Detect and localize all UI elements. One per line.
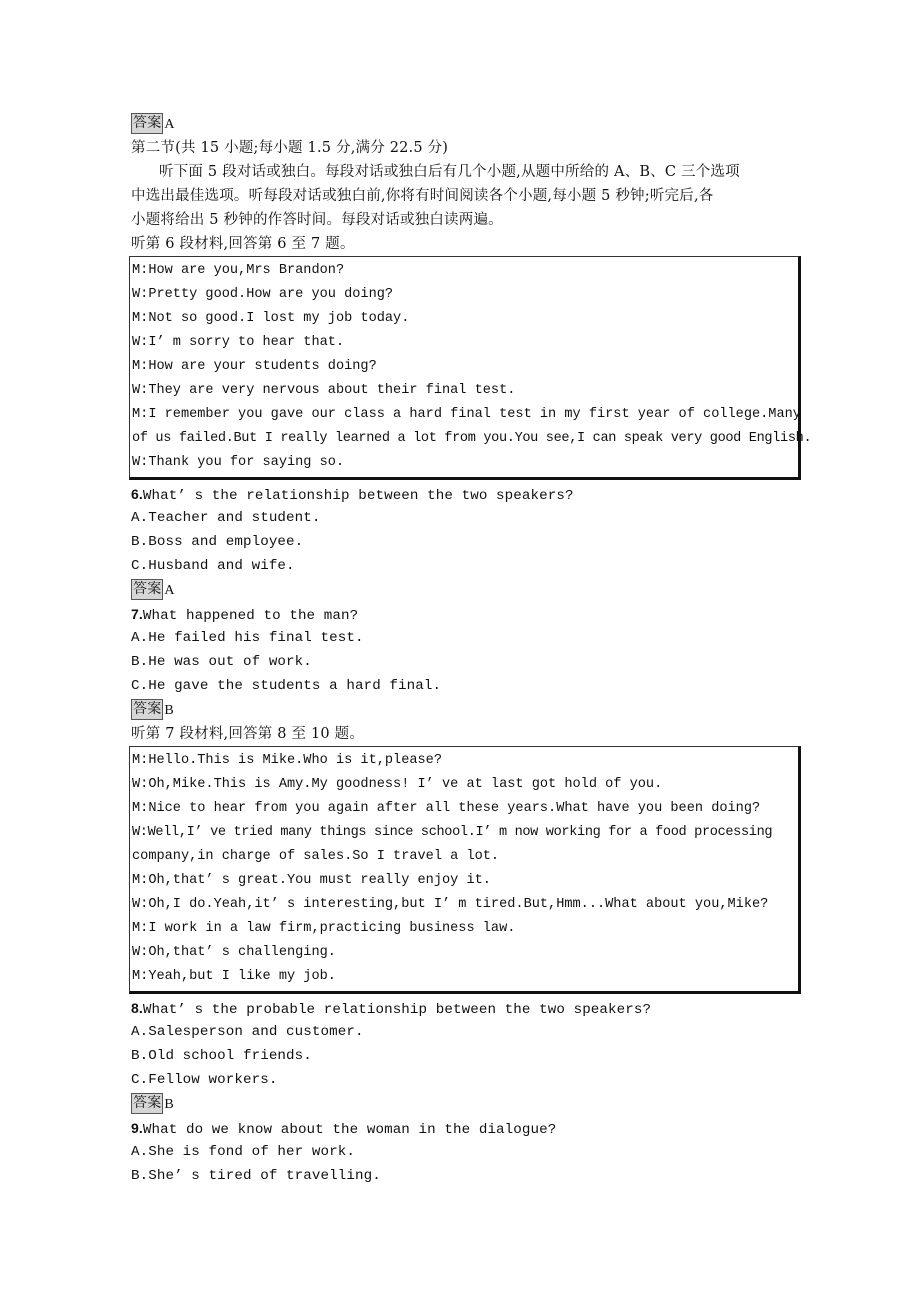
dialog-line: W:I’ m sorry to hear that.: [132, 335, 345, 350]
question-number: 7.: [131, 606, 143, 622]
answer-badge: 答案: [131, 113, 163, 134]
dialog-box-7: [129, 746, 801, 994]
answer-value: B: [164, 703, 174, 718]
answer-value: B: [164, 1097, 174, 1112]
option-b: B.Old school friends.: [131, 1048, 312, 1064]
dialog-line: company,in charge of sales.So I travel a lot.: [132, 849, 500, 864]
answer-value: A: [164, 117, 175, 132]
question-text: What’ s the relationship between the two speakers?: [142, 488, 574, 504]
option-c: C.Husband and wife.: [131, 558, 295, 574]
option-b: B.He was out of work.: [131, 654, 312, 670]
instructions-line-2: 中选出最佳选项。听每段对话或独白前,你将有时间阅读各个小题,每小题 5 秒钟;听完后,各: [131, 188, 714, 204]
dialog-line: M:I remember you gave our class a hard final test in my first year of college.Many: [132, 407, 801, 422]
exam-page: [131, 112, 812, 1188]
material-6-heading: 听第 6 段材料,回答第 6 至 7 题。: [131, 236, 355, 252]
dialog-line: M:Yeah,but I like my job.: [132, 969, 336, 984]
instructions-line-1: 听下面 5 段对话或独白。每段对话或独白后有几个小题,从题中所给的 A、B、C 三个选项: [159, 164, 740, 180]
answer-row-prev: [131, 112, 799, 136]
answer-badge: 答案: [131, 579, 163, 600]
dialog-box-6: [129, 256, 812, 480]
option-b: B.She’ s tired of travelling.: [131, 1168, 381, 1184]
option-a: A.He failed his final test.: [131, 630, 364, 646]
dialog-line: M:How are your students doing?: [132, 359, 377, 374]
question-9: [131, 1116, 799, 1140]
dialog-line: M:Not so good.I lost my job today.: [132, 311, 410, 326]
question-number: 6.: [131, 486, 143, 502]
answer-badge: 答案: [131, 699, 163, 720]
option-a: A.Teacher and student.: [131, 510, 321, 526]
option-a: A.Salesperson and customer.: [131, 1024, 364, 1040]
instructions-line-3: 小题将给出 5 秒钟的作答时间。每段对话或独白读两遍。: [131, 212, 503, 228]
answer-value: A: [164, 583, 175, 598]
question-text: What’ s the probable relationship between the two speakers?: [142, 1002, 652, 1018]
question-8: [131, 996, 799, 1020]
dialog-line: M:How are you,Mrs Brandon?: [132, 263, 345, 278]
dialog-line: M:I work in a law firm,practicing business law.: [132, 921, 516, 936]
dialog-line: W:Oh,that’ s challenging.: [132, 945, 336, 960]
dialog-line: W:Well,I’ ve tried many things since school.I’ m now working for a food processing: [132, 825, 773, 840]
dialog-line: of us failed.But I really learned a lot from you.You see,I can speak very good English.: [132, 431, 812, 446]
dialog-line: W:Oh,Mike.This is Amy.My goodness! I’ ve at last got hold of you.: [132, 777, 663, 792]
section-title: 第二节(共 15 小题;每小题 1.5 分,满分 22.5 分): [131, 140, 449, 156]
dialog-line: M:Hello.This is Mike.Who is it,please?: [132, 753, 442, 768]
question-6: [131, 482, 799, 506]
option-b: B.Boss and employee.: [131, 534, 304, 550]
dialog-line: M:Nice to hear from you again after all these years.What have you been doing?: [132, 801, 761, 816]
option-c: C.He gave the students a hard final.: [131, 678, 442, 694]
question-text: What do we know about the woman in the dialogue?: [142, 1122, 557, 1138]
dialog-line: W:Pretty good.How are you doing?: [132, 287, 394, 302]
dialog-line: W:Thank you for saying so.: [132, 455, 345, 470]
question-number: 8.: [131, 1000, 143, 1016]
dialog-line: M:Oh,that’ s great.You must really enjoy it.: [132, 873, 491, 888]
option-a: A.She is fond of her work.: [131, 1144, 355, 1160]
question-text: What happened to the man?: [142, 608, 359, 624]
material-7-heading: 听第 7 段材料,回答第 8 至 10 题。: [131, 726, 365, 742]
dialog-line: W:Oh,I do.Yeah,it’ s interesting,but I’ m tired.But,Hmm...What about you,Mike?: [132, 897, 769, 912]
dialog-line: W:They are very nervous about their final test.: [132, 383, 516, 398]
answer-badge: 答案: [131, 1093, 163, 1114]
question-7: [131, 602, 799, 626]
option-c: C.Fellow workers.: [131, 1072, 278, 1088]
answer-row-7: [131, 698, 799, 722]
question-number: 9.: [131, 1120, 143, 1136]
answer-row-6: [131, 578, 799, 602]
answer-row-8: [131, 1092, 799, 1116]
